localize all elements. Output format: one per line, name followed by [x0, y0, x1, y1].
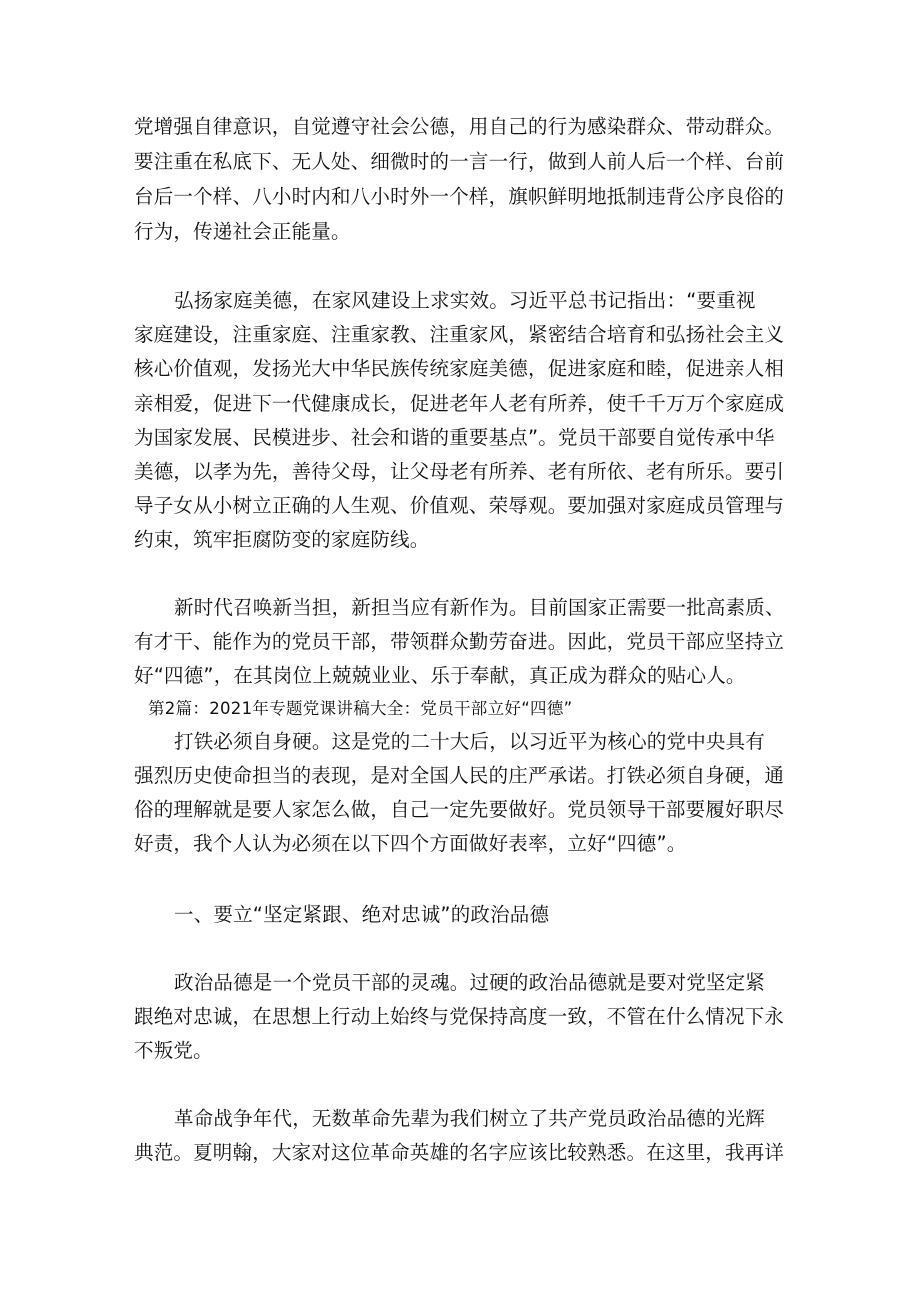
paragraph-5-line-1: 政治品德是一个党员干部的灵魂。过硬的政治品德就是要对党坚定紧 [174, 971, 766, 994]
section-heading: 一、要立“坚定紧跟、绝对忠诚”的政治品德 [174, 903, 550, 926]
paragraph-4-line-2: 强烈历史使命担当的表现，是对全国人民的庄严承诺。打铁必须自身硬，通 [134, 764, 785, 787]
paragraph-2-line-6: 美德，以孝为先，善待父母，让父母老有所养、老有所依、老有所乐。要引 [134, 460, 785, 483]
paragraph-5-line-2: 跟绝对忠诚，在思想上行动上始终与党保持高度一致，不管在什么情况下永 [134, 1005, 785, 1028]
paragraph-4-line-1: 打铁必须自身硬。这是党的二十大后，以习近平为核心的党中央具有 [174, 730, 766, 753]
article-heading: 第2篇：2021年专题党课讲稿大全：党员干部立好“四德” [148, 699, 573, 718]
paragraph-1-line-3: 台后一个样、八小时内和八小时外一个样，旗帜鲜明地抵制违背公序良俗的 [134, 185, 785, 208]
paragraph-4-line-4: 好责，我个人认为必须在以下四个方面做好表率，立好“四德”。 [134, 832, 687, 855]
paragraph-2-line-7: 导子女从小树立正确的人生观、价值观、荣辱观。要加强对家庭成员管理与 [134, 494, 785, 517]
paragraph-2-line-2: 家庭建设，注重家庭、注重家教、注重家风，紧密结合培育和弘扬社会主义 [134, 323, 785, 346]
paragraph-2-line-5: 为国家发展、民模进步、社会和谐的重要基点”。党员干部要自觉传承中华 [134, 426, 775, 449]
paragraph-1-line-4: 行为，传递社会正能量。 [134, 220, 351, 243]
paragraph-3-line-2: 有才干、能作为的党员干部，带领群众勤劳奋进。因此，党员干部应坚持立 [134, 630, 785, 653]
paragraph-6-line-1: 革命战争年代，无数革命先辈为我们树立了共产党员政治品德的光辉 [174, 1107, 766, 1130]
paragraph-2-line-1: 弘扬家庭美德，在家风建设上求实效。习近平总书记指出：“要重视 [174, 289, 756, 312]
paragraph-4-line-3: 俗的理解就是要人家怎么做，自己一定先要做好。党员领导干部要履好职尽 [134, 798, 785, 821]
paragraph-1-line-2: 要注重在私底下、无人处、细微时的一言一行，做到人前人后一个样、台前 [134, 150, 785, 173]
paragraph-2-line-3: 核心价值观，发扬光大中华民族传统家庭美德，促进家庭和睦，促进亲人相 [134, 357, 785, 380]
paragraph-2-line-4: 亲相爱，促进下一代健康成长，促进老年人老有所养，使千千万万个家庭成 [134, 392, 785, 415]
paragraph-5-line-3: 不叛党。 [134, 1039, 213, 1062]
paragraph-3-line-1: 新时代召唤新当担，新担当应有新作为。目前国家正需要一批高素质、 [174, 596, 785, 619]
paragraph-1-line-1: 党增强自律意识，自觉遵守社会公德，用自己的行为感染群众、带动群众。 [134, 115, 785, 138]
paragraph-2-line-8: 约束，筑牢拒腐防变的家庭防线。 [134, 528, 430, 551]
paragraph-3-line-3: 好“四德”，在其岗位上兢兢业业、乐于奉献，真正成为群众的贴心人。 [134, 664, 746, 687]
paragraph-6-line-2: 典范。夏明翰，大家对这位革命英雄的名字应该比较熟悉。在这里，我再详 [134, 1141, 785, 1164]
